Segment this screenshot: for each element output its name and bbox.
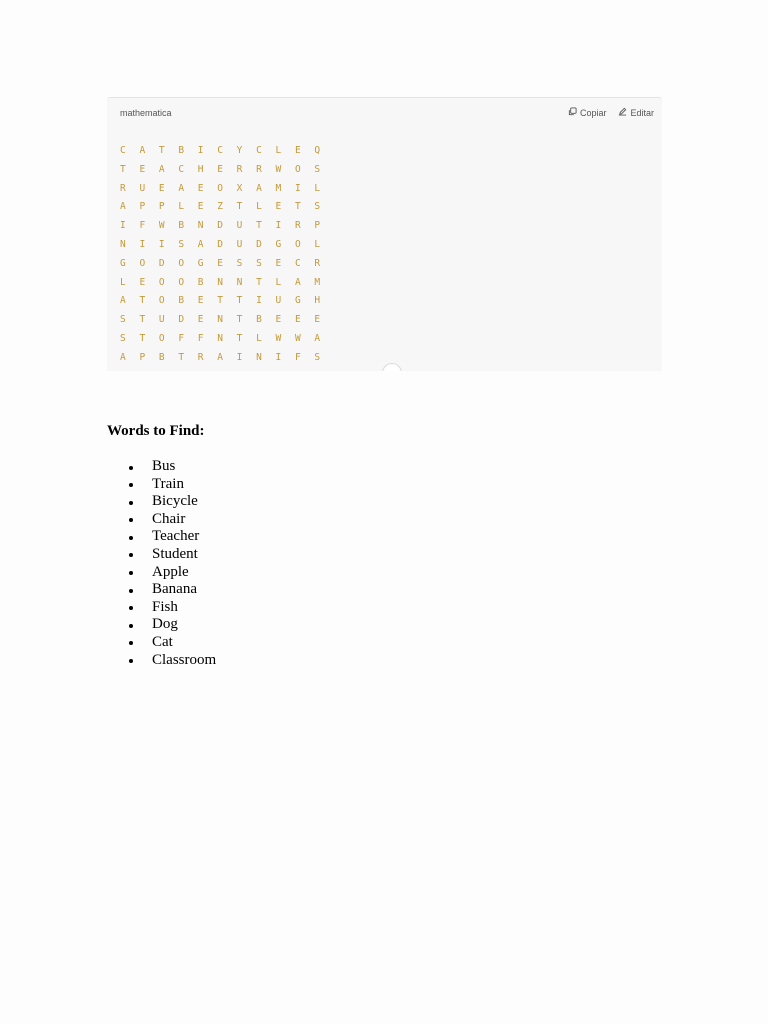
grid-row: I F W B N D U T I R P — [120, 220, 325, 232]
grid-row: T E A C H E R R W O S — [120, 163, 325, 175]
list-item: Classroom — [107, 652, 216, 670]
list-item: Cat — [107, 634, 216, 652]
pencil-icon — [618, 107, 627, 118]
code-actions — [568, 107, 654, 118]
words-list — [107, 458, 216, 669]
code-block — [107, 97, 662, 371]
grid-row: A P P L E Z T L E T S — [120, 201, 325, 213]
grid-row: A P B T R A I N I F S — [120, 351, 325, 363]
list-item: Student — [107, 546, 216, 564]
grid-row: S T U D E N T B E E E — [120, 314, 325, 326]
list-item: Apple — [107, 564, 216, 582]
grid-row: C A T B I C Y C L E Q — [120, 145, 325, 156]
grid-row: A T O B E T T I U G H — [120, 295, 325, 307]
copy-icon — [568, 107, 577, 118]
list-item: Teacher — [107, 528, 216, 546]
grid-row: R U E A E O X A M I L — [120, 182, 325, 194]
list-item: Fish — [107, 599, 216, 617]
copy-label: Copiar — [579, 107, 607, 118]
list-item: Dog — [107, 616, 216, 634]
grid-row: G O D O G E S S E C R — [120, 257, 325, 269]
edit-label: Editar — [630, 107, 654, 118]
words-heading: Words to Find: — [107, 423, 205, 439]
grid-row: L E O O B N N T L A M — [120, 276, 325, 288]
code-language-label: mathematica — [120, 108, 172, 118]
list-item: Chair — [107, 511, 216, 529]
scroll-down-button[interactable] — [382, 363, 402, 371]
list-item: Banana — [107, 581, 216, 599]
list-item: Train — [107, 476, 216, 494]
list-item: Bus — [107, 458, 216, 476]
grid-row: S T O F F N T L W W A — [120, 332, 325, 344]
grid-row: N I I S A D U D G O L — [120, 238, 325, 250]
edit-button[interactable] — [618, 107, 654, 118]
copy-button[interactable] — [568, 107, 607, 118]
code-block-header — [107, 98, 662, 128]
word-search-grid — [120, 142, 324, 368]
list-item: Bicycle — [107, 493, 216, 511]
